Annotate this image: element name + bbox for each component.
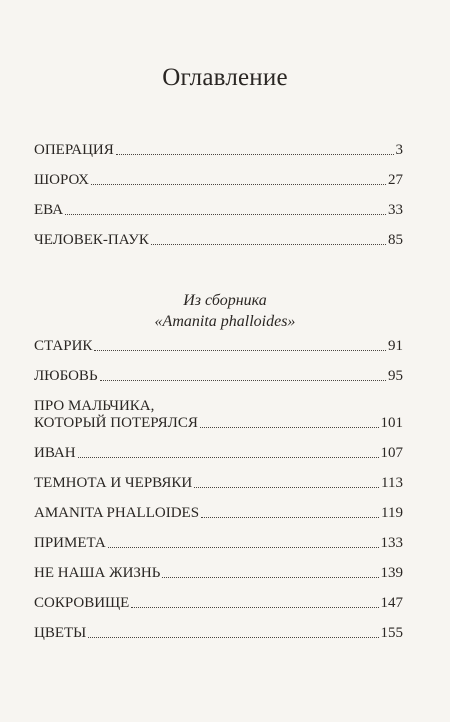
toc-entry-title: AMANITA PHALLOIDES (34, 505, 200, 521)
toc-entry-title: ТЕМНОТА И ЧЕРВЯКИ (34, 475, 193, 491)
subheading-line-2: «Amanita phalloides» (154, 313, 296, 330)
toc-entry-page: 101 (380, 415, 403, 431)
toc-section-collection (34, 338, 403, 642)
toc-entry[interactable] (34, 232, 403, 249)
toc-entry-title: НЕ НАША ЖИЗНЬ (34, 565, 161, 581)
toc-entry-page: 119 (381, 505, 403, 521)
toc-entry-page: 107 (380, 445, 403, 461)
toc-entry-page: 3 (395, 142, 403, 158)
dot-leader (201, 517, 379, 518)
toc-entry-page: 113 (381, 475, 403, 491)
toc-entry[interactable] (34, 202, 403, 219)
dot-leader (94, 350, 386, 351)
subheading-line-1: Из сборника (183, 292, 267, 309)
toc-entry[interactable] (34, 445, 403, 462)
dot-leader (151, 244, 386, 245)
toc-entry-title: ПРИМЕТА (34, 535, 106, 551)
page-title: Оглавление (162, 64, 288, 91)
toc-entry[interactable] (34, 535, 403, 552)
toc-entry[interactable] (34, 368, 403, 385)
dot-leader (88, 637, 378, 638)
toc-entry-title: ЕВА (34, 202, 64, 218)
dot-leader (100, 380, 386, 381)
toc-entry-title: ОПЕРАЦИЯ (34, 142, 114, 158)
toc-entry-title: СТАРИК (34, 338, 93, 354)
toc-entry-page: 155 (380, 625, 403, 641)
toc-entry-page: 85 (388, 232, 403, 248)
toc-entry-page: 33 (388, 202, 403, 218)
toc-entry-title: ИВАН (34, 445, 76, 461)
dot-leader (200, 427, 379, 428)
toc-entry-page: 147 (380, 595, 403, 611)
dot-leader (194, 487, 379, 488)
toc-entry-second-line (34, 415, 403, 432)
toc-entry[interactable] (34, 565, 403, 582)
dot-leader (65, 214, 386, 215)
toc-section-main (34, 142, 403, 249)
toc-entry-page: 91 (388, 338, 403, 354)
toc-entry[interactable] (34, 338, 403, 355)
toc-entry-title: ЦВЕТЫ (34, 625, 87, 641)
dot-leader (116, 154, 394, 155)
toc-entry-page: 133 (380, 535, 403, 551)
toc-entry-title-line-2: КОТОРЫЙ ПОТЕРЯЛСЯ (34, 415, 198, 431)
toc-entry[interactable] (34, 172, 403, 189)
toc-entry-title: ШОРОХ (34, 172, 89, 188)
toc-entry-title: ЛЮБОВЬ (34, 368, 98, 384)
toc-entry[interactable] (34, 625, 403, 642)
toc-entry-title: СОКРОВИЩЕ (34, 595, 130, 611)
toc-entry-page: 27 (388, 172, 403, 188)
dot-leader (91, 184, 386, 185)
toc-entry-page: 139 (380, 565, 403, 581)
toc-entry-page: 95 (388, 368, 403, 384)
toc-entry[interactable] (34, 142, 403, 159)
toc-entry[interactable] (34, 505, 403, 522)
toc-entry-title-line-1: ПРО МАЛЬЧИКА, (34, 398, 155, 414)
collection-subheading (0, 290, 450, 332)
dot-leader (78, 457, 379, 458)
toc-entry[interactable] (34, 475, 403, 492)
dot-leader (131, 607, 378, 608)
dot-leader (162, 577, 378, 578)
toc-entry-title: ЧЕЛОВЕК-ПАУК (34, 232, 149, 248)
toc-entry-multiline[interactable] (34, 398, 403, 432)
dot-leader (108, 547, 379, 548)
toc-entry[interactable] (34, 595, 403, 612)
